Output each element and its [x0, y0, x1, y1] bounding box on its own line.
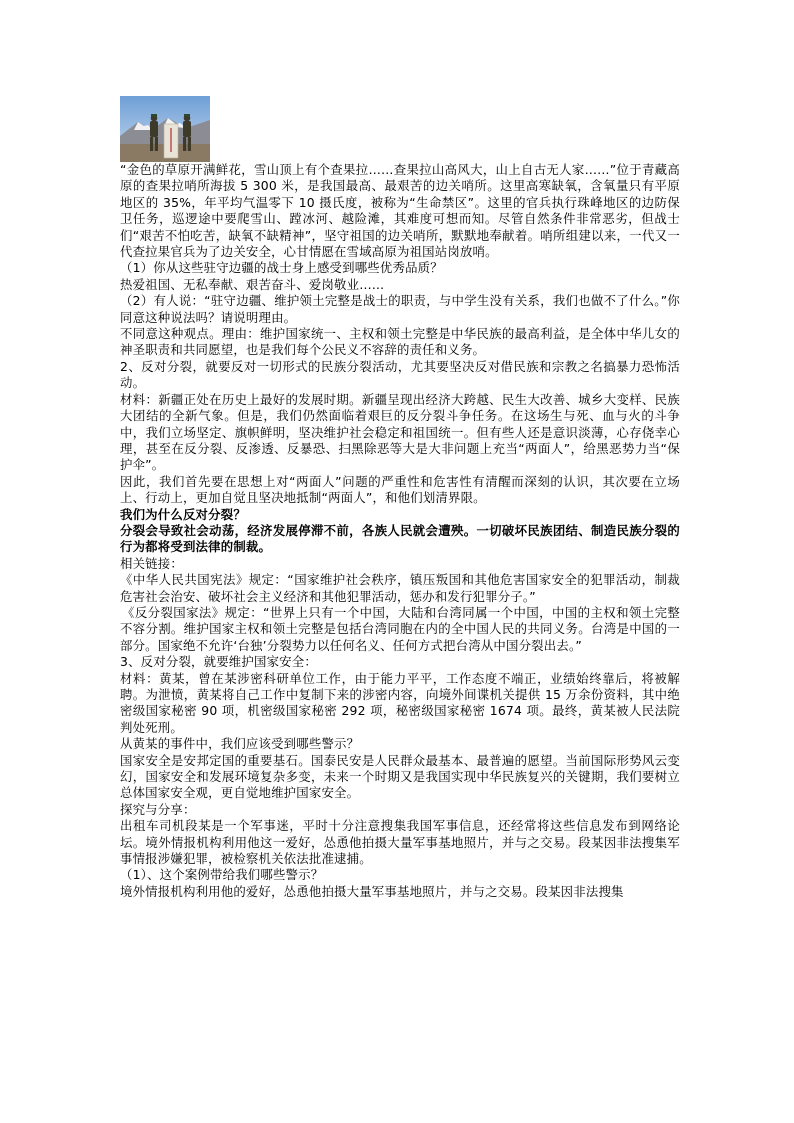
document-page: [120, 96, 680, 900]
intro-paragraph: “金色的草原开满鲜花，雪山顶上有个查果拉……查果拉山高风大，山上自古无人家……”位于青藏高原的查果拉哨所海拔 5 300 米，是我国最高、最艰苦的边关哨所。这里高寒缺氧，含氧量只有平原地区的 35%，年平均气温零下 10 摄氏度，被称为“生命禁区”。这里的官兵执行珠峰地区的边防保卫任务，巡逻途中要爬雪山、蹚冰河、越险滩，其难度可想而知。尽管自然条件非常恶劣，但战士们“艰苦不怕吃苦，缺氧不缺精神”，坚守祖国的边关哨所，默默地奉献着。哨所组建以来，一代又一代查拉果官兵为了边关安全，心甘情愿在雪域高原为祖国站岗放哨。: [120, 162, 680, 260]
constitution-quote: 《中华人民共国宪法》规定：“国家维护社会秩序，镇压叛国和其他危害国家安全的犯罪活动，制裁危害社会治安、破坏社会主义经济和其他犯罪活动，惩办和发行犯罪分子。”: [120, 572, 680, 604]
explore-share-heading: 探究与分享：: [120, 801, 196, 817]
anti-secession-law-quote: 《反分裂国家法》规定：“世界上只有一个中国，大陆和台湾同属一个中国，中国的主权和领土完整不容分割。维护国家主权和领土完整是包括台湾同胞在内的全中国人民的共同义务。台湾是中国的一部分。国家绝不允许‘台独’分裂势力以任何名义、任何方式把台湾从中国分裂出去。”: [120, 604, 680, 653]
question-2: （2）有人说：“驻守边疆、维护领土完整是战士的职责，与中学生没有关系，我们也做不了什么。”你同意这种说法吗？请说明理由。: [120, 293, 680, 325]
national-security-answer: 国家安全是安邦定国的重要基石。国泰民安是人民群众最基本、最普遍的愿望。当前国际形势风云变幻，国家安全和发展环境复杂多变，未来一个时期又是我国实现中华民族复兴的关键期，我们要树立总体国家安全观，更自觉地维护国家安全。: [120, 752, 680, 801]
huang-question: 从黄某的事件中，我们应该受到哪些警示？: [120, 736, 360, 752]
material-huang: 材料：黄某，曾在某涉密科研单位工作，由于能力平平，工作态度不端正，业绩始终靠后，将被解聘。为泄愤，黄某将自己工作中复制下来的涉密内容，向境外间谍机关提供 15 万余份资料，其中绝密级国家秘密 90 项，机密级国家秘密 292 项，秘密级国家秘密 1674 项。最终，黄某被人民法院判处死刑。: [120, 670, 680, 735]
conclusion-two-faced: 因此，我们首先要在思想上对“两面人”问题的严重性和危害性有清醒而深刻的认识，其次要在立场上、行动上，更加自觉且坚决地抵制“两面人”，和他们划清界限。: [120, 473, 680, 506]
section-2-heading: 2、反对分裂，就要反对一切形式的民族分裂活动，尤其要坚决反对借民族和宗教之名搞暴力恐怖活动。: [120, 358, 680, 391]
case-question: （1）、这个案例带给我们哪些警示？: [120, 867, 324, 883]
answer-2: 不同意这种观点。理由：维护国家统一、主权和领土完整是中华民族的最高利益，是全体中华儿女的神圣职责和共同愿望，也是我们每个公民义不容辞的责任和义务。: [120, 326, 680, 358]
border-guards-photo-icon: [120, 96, 210, 162]
border-guards-photo: [120, 96, 210, 162]
case-answer: 境外情报机构利用他的爱好，怂恿他拍摄大量军事基地照片，并与之交易。段某因非法搜集: [120, 883, 624, 899]
question-1: （1）你从这些驻守边疆的战士身上感受到哪些优秀品质？: [120, 260, 443, 276]
why-oppose-answer: 分裂会导致社会动荡，经济发展停滞不前，各族人民就会遭殃。一切破坏民族团结、制造民族分裂的行为都将受到法律的制裁。: [120, 522, 680, 555]
related-links-heading: 相关链接：: [120, 555, 183, 571]
section-3-heading: 3、反对分裂，就要维护国家安全：: [120, 654, 317, 670]
duan-case: 出租车司机段某是一个军事迷，平时十分注意搜集我国军事信息，还经常将这些信息发布到网络论坛。境外情报机构利用他这一爱好，怂恿他拍摄大量军事基地照片，并与之交易。段某因非法搜集军事情报涉嫌犯罪，被检察机关依法批准逮捕。: [120, 818, 680, 867]
answer-1: 热爱祖国、无私奉献、艰苦奋斗、爱岗敬业……: [120, 276, 385, 292]
why-oppose-question: 我们为什么反对分裂？: [120, 506, 246, 522]
material-xinjiang: 材料：新疆正处在历史上最好的发展时期。新疆呈现出经济大跨越、民生大改善、城乡大变样、民族大团结的全新气象。但是，我们仍然面临着艰巨的反分裂斗争任务。在这场生与死、血与火的斗争中，我们立场坚定、旗帜鲜明，坚决维护社会稳定和祖国统一。但有些人还是意识淡薄，心存侥幸心理，甚至在反分裂、反渗透、反暴恐、扫黑除恶等大是大非问题上充当“两面人”，给黑恶势力当“保护伞”。: [120, 391, 680, 473]
